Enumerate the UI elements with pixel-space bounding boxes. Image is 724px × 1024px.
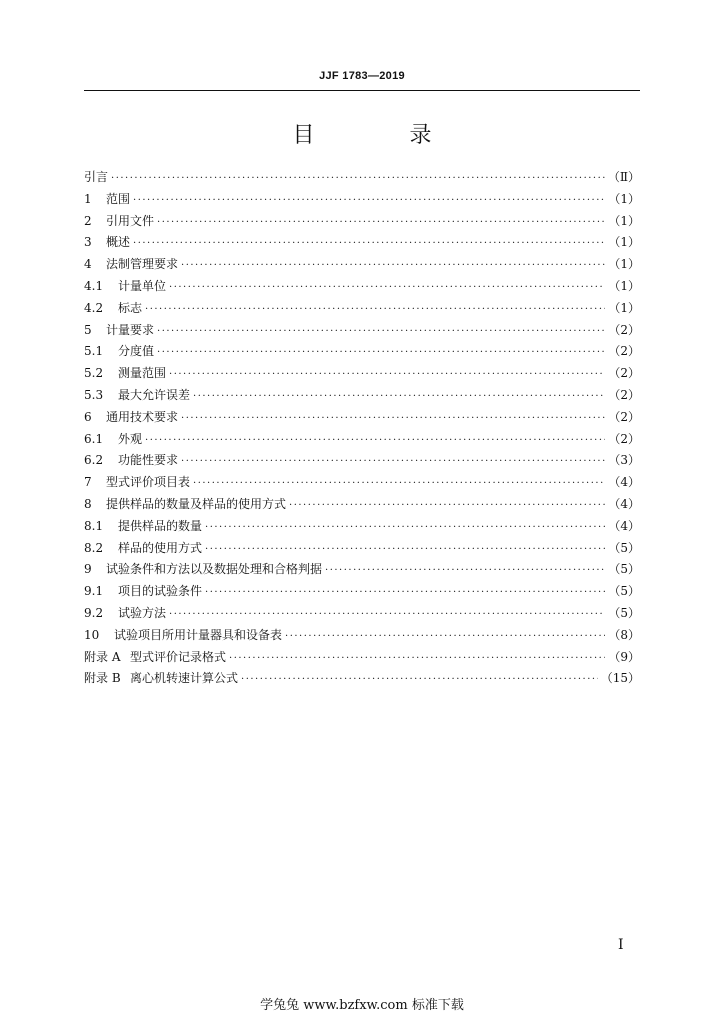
toc-leader-dots xyxy=(325,565,605,576)
toc-entry-label xyxy=(84,451,178,468)
toc-leader-dots xyxy=(229,653,605,664)
toc-entry-title: 标志 xyxy=(118,300,143,315)
toc-entry-page: （15） xyxy=(600,671,640,686)
toc-entry[interactable] xyxy=(84,277,640,299)
toc-entry-number: 9 xyxy=(84,562,92,577)
toc-entry-title: 计量单位 xyxy=(118,278,167,293)
toc-entry-page: （8） xyxy=(608,627,640,642)
toc-entry[interactable] xyxy=(84,539,640,561)
toc-entry-number: 附录 A xyxy=(84,649,121,664)
toc-entry-page: （2） xyxy=(608,387,640,402)
toc-entry-number: 5 xyxy=(84,322,92,337)
toc-entry[interactable] xyxy=(84,408,640,430)
toc-leader-dots xyxy=(289,500,605,511)
toc-entry-page: （2） xyxy=(608,366,640,381)
toc-entry-title: 离心机转速计算公式 xyxy=(130,671,239,686)
toc-entry-label xyxy=(84,277,166,294)
toc-entry-label xyxy=(84,495,286,512)
toc-entry-number: 6 xyxy=(84,409,92,424)
toc-entry-number: 5.3 xyxy=(84,387,104,402)
toc-entry-page: （3） xyxy=(608,453,640,468)
toc-leader-dots xyxy=(285,631,605,642)
toc-entry-label xyxy=(84,539,202,556)
toc-entry-page: （2） xyxy=(608,322,640,337)
toc-leader-dots xyxy=(157,217,605,228)
toc-entry-page: （5） xyxy=(608,605,640,620)
toc-entry-title: 引用文件 xyxy=(106,213,155,228)
toc-entry-page: （2） xyxy=(608,344,640,359)
toc-entry-number: 8.2 xyxy=(84,540,104,555)
toc-entry-label xyxy=(84,190,130,207)
toc-entry-title: 试验方法 xyxy=(118,605,167,620)
toc-entry[interactable] xyxy=(84,582,640,604)
toc-entry-page: （5） xyxy=(608,540,640,555)
toc-entry[interactable] xyxy=(84,212,640,234)
toc-entry-title: 型式评价记录格式 xyxy=(130,649,227,664)
toc-entry-title: 测量范围 xyxy=(118,366,167,381)
toc-entry-number: 3 xyxy=(84,235,92,250)
toc-entry[interactable] xyxy=(84,321,640,343)
toc-entry-label xyxy=(84,517,202,534)
toc-entry-title: 范围 xyxy=(106,191,131,206)
toc-entry-title: 提供样品的数量及样品的使用方式 xyxy=(106,496,287,511)
page-number: I xyxy=(618,937,624,953)
toc-entry-label xyxy=(84,430,142,447)
toc-entry-title: 试验条件和方法以及数据处理和合格判据 xyxy=(106,562,323,577)
toc-entry-number: 9.1 xyxy=(84,584,104,599)
toc-entry[interactable] xyxy=(84,364,640,386)
toc-entry[interactable] xyxy=(84,604,640,626)
toc-entry[interactable] xyxy=(84,560,640,582)
toc-entry[interactable] xyxy=(84,342,640,364)
toc-entry[interactable] xyxy=(84,386,640,408)
toc-leader-dots xyxy=(111,173,605,184)
toc-entry-number: 6.1 xyxy=(84,431,104,446)
toc-entry[interactable] xyxy=(84,430,640,452)
toc-entry[interactable] xyxy=(84,669,640,691)
toc-leader-dots xyxy=(157,347,605,358)
toc-entry-number: 6.2 xyxy=(84,453,104,468)
toc-entry-page: （5） xyxy=(608,584,640,599)
toc-leader-dots xyxy=(205,522,605,533)
toc-entry-page: （9） xyxy=(608,649,640,664)
header-rule xyxy=(84,90,640,91)
page-title: 目 录 xyxy=(292,123,476,148)
toc-leader-dots xyxy=(169,369,605,380)
toc-entry-page: （1） xyxy=(608,300,640,315)
toc-entry-label xyxy=(84,212,154,229)
toc-entry-title: 分度值 xyxy=(118,344,155,359)
toc-entry-page: （1） xyxy=(608,235,640,250)
toc-entry-label xyxy=(84,626,282,643)
toc-entry-label xyxy=(84,321,154,338)
toc-leader-dots xyxy=(133,238,605,249)
toc-entry[interactable] xyxy=(84,648,640,670)
toc-entry-label xyxy=(84,364,166,381)
toc-leader-dots xyxy=(181,260,605,271)
toc-entry-number: 9.2 xyxy=(84,605,104,620)
toc-leader-dots xyxy=(169,282,605,293)
toc-entry-page: （1） xyxy=(608,213,640,228)
toc-entry-page: （4） xyxy=(608,475,640,490)
toc-entry-label xyxy=(84,648,226,665)
toc-entry-title: 提供样品的数量 xyxy=(118,518,203,533)
toc-leader-dots xyxy=(181,413,605,424)
toc-entry-label xyxy=(84,233,130,250)
toc-entry-title: 外观 xyxy=(118,431,143,446)
toc-entry-page: （5） xyxy=(608,562,640,577)
toc-entry-title: 引言 xyxy=(84,170,109,184)
toc-entry-title: 功能性要求 xyxy=(118,453,179,468)
toc-leader-dots xyxy=(205,587,605,598)
toc-entry-number: 8.1 xyxy=(84,518,104,533)
toc-entry-page: （Ⅱ） xyxy=(607,170,640,184)
toc-leader-dots xyxy=(157,326,605,337)
toc-leader-dots xyxy=(145,435,605,446)
toc-entry-page: （1） xyxy=(608,278,640,293)
toc-entry-page: （2） xyxy=(608,409,640,424)
toc-entry-page: （1） xyxy=(608,191,640,206)
toc-entry-label xyxy=(84,342,154,359)
toc-entry-number: 附录 B xyxy=(84,671,121,686)
toc-leader-dots xyxy=(193,478,605,489)
toc-entry-label xyxy=(84,386,190,403)
toc-entry-title: 概述 xyxy=(106,235,131,250)
toc-entry-title: 最大允许误差 xyxy=(118,387,191,402)
toc-leader-dots xyxy=(145,304,605,315)
toc-entry-number: 7 xyxy=(84,475,92,490)
toc-entry-page: （1） xyxy=(608,257,640,272)
toc-entry[interactable] xyxy=(84,626,640,648)
toc-entry[interactable] xyxy=(84,517,640,539)
toc-entry-page: （4） xyxy=(608,496,640,511)
toc-entry[interactable] xyxy=(84,255,640,277)
toc-entry[interactable] xyxy=(84,451,640,473)
toc-leader-dots xyxy=(181,456,605,467)
toc-entry-number: 2 xyxy=(84,213,92,228)
toc-entry-number: 4 xyxy=(84,257,92,272)
toc-leader-dots xyxy=(133,195,605,206)
toc-entry-page: （2） xyxy=(608,431,640,446)
toc-entry-number: 4.2 xyxy=(84,300,104,315)
toc-entry-label xyxy=(84,473,190,490)
toc-entry-label xyxy=(84,299,142,316)
toc-entry[interactable] xyxy=(84,495,640,517)
toc-entry-page: （4） xyxy=(608,518,640,533)
toc-entry-label xyxy=(84,408,178,425)
table-of-contents xyxy=(84,168,640,691)
toc-entry-title: 计量要求 xyxy=(106,322,155,337)
toc-entry-number: 4.1 xyxy=(84,278,104,293)
toc-entry-number: 5.2 xyxy=(84,366,104,381)
toc-entry-title: 样品的使用方式 xyxy=(118,540,203,555)
toc-entry[interactable] xyxy=(84,168,640,190)
standard-code: JJF 1783—2019 xyxy=(319,70,405,82)
toc-entry[interactable] xyxy=(84,299,640,321)
toc-leader-dots xyxy=(241,674,598,685)
toc-entry-title: 通用技术要求 xyxy=(106,409,179,424)
toc-entry-label xyxy=(84,168,108,185)
toc-leader-dots xyxy=(169,609,605,620)
toc-entry-title: 型式评价项目表 xyxy=(106,475,191,490)
toc-entry-label xyxy=(84,255,178,272)
toc-entry-number: 10 xyxy=(84,627,100,642)
toc-entry-number: 1 xyxy=(84,191,92,206)
toc-leader-dots xyxy=(205,544,605,555)
toc-entry-title: 试验项目所用计量器具和设备表 xyxy=(114,627,283,642)
toc-entry-label xyxy=(84,560,322,577)
toc-entry[interactable] xyxy=(84,233,640,255)
toc-entry-number: 5.1 xyxy=(84,344,104,359)
toc-entry-title: 法制管理要求 xyxy=(106,257,179,272)
toc-entry-number: 8 xyxy=(84,496,92,511)
toc-entry-label xyxy=(84,669,238,686)
toc-leader-dots xyxy=(193,391,605,402)
toc-entry[interactable] xyxy=(84,473,640,495)
toc-entry[interactable] xyxy=(84,190,640,212)
toc-entry-label xyxy=(84,604,166,621)
watermark-text: 学兔兔 www.bzfxw.com 标准下载 xyxy=(260,998,464,1013)
toc-entry-label xyxy=(84,582,202,599)
toc-entry-title: 项目的试验条件 xyxy=(118,584,203,599)
